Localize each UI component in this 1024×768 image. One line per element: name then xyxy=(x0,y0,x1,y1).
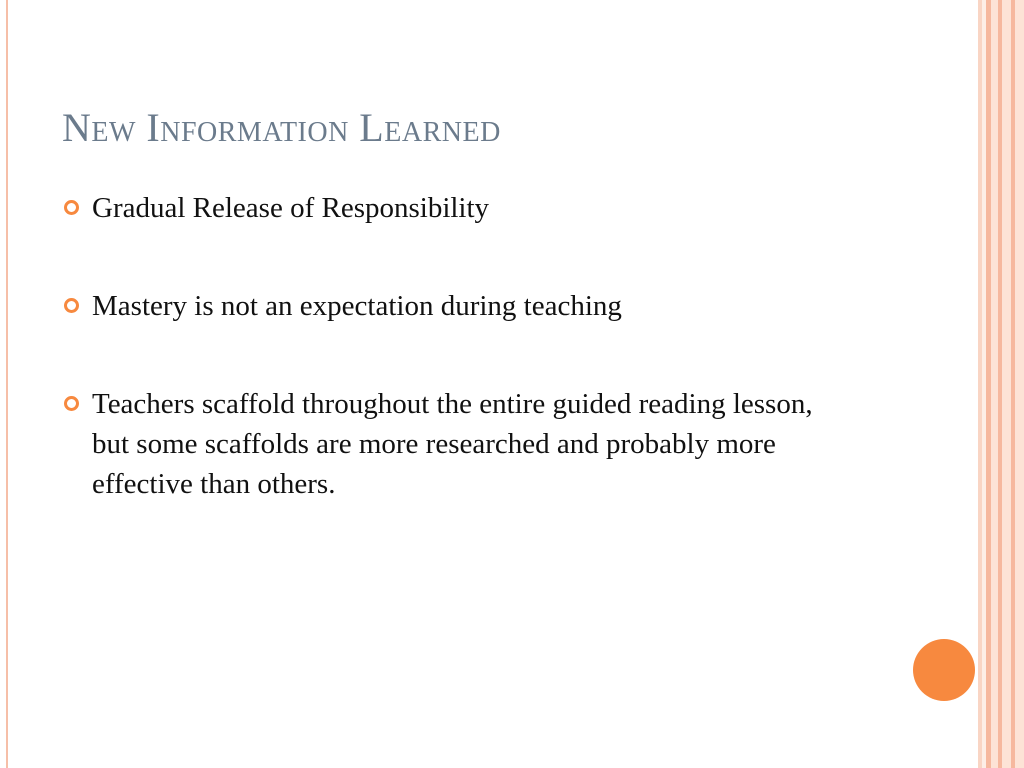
bullet-text: Teachers scaffold throughout the entire guided reading lesson, but some scaffolds are more researched and probably more effective than others. xyxy=(92,388,813,500)
bullet-item xyxy=(62,188,842,228)
decorative-orange-circle xyxy=(913,639,975,701)
bullet-circle-icon xyxy=(64,298,79,313)
right-decorative-stripe xyxy=(1015,0,1024,768)
bullet-item xyxy=(62,384,842,504)
slide-title: New Information Learned xyxy=(62,105,501,150)
right-decorative-stripe xyxy=(991,0,998,768)
bullet-text: Gradual Release of Responsibility xyxy=(92,192,490,224)
bullet-list xyxy=(62,188,842,562)
bullet-text: Mastery is not an expectation during teaching xyxy=(92,290,622,322)
bullet-circle-icon xyxy=(64,200,79,215)
bullet-item xyxy=(62,286,842,326)
left-border-line xyxy=(6,0,8,768)
right-decorative-stripe xyxy=(1002,0,1011,768)
bullet-circle-icon xyxy=(64,396,79,411)
